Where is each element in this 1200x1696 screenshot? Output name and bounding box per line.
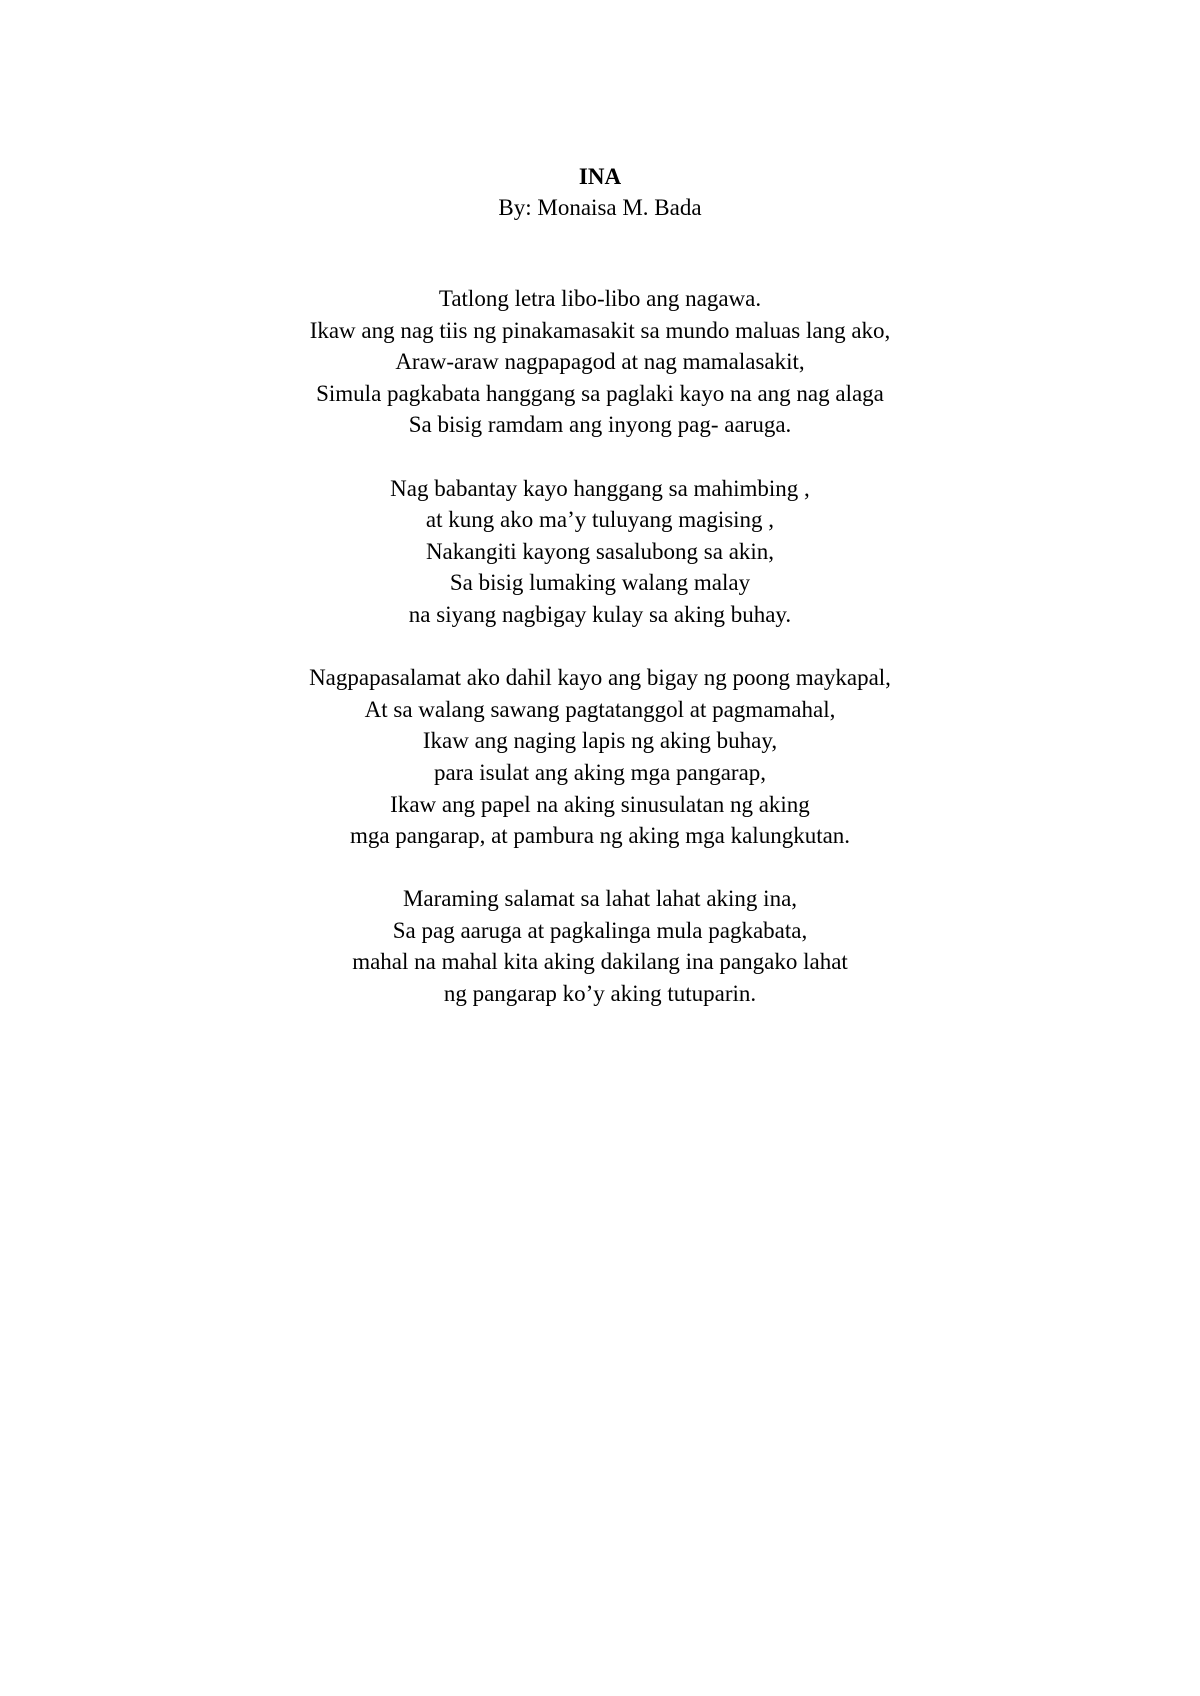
poem-byline: By: Monaisa M. Bada [498,195,702,220]
stanza-2 [0,473,1200,631]
stanza-line: para isulat ang aking mga pangarap, [433,759,767,785]
stanza-line: Ikaw ang naging lapis ng aking buhay, [422,728,778,754]
stanza-line: Araw-araw nagpapagod at nag mamalasakit, [395,349,805,375]
stanza-line: Tatlong letra libo-libo ang nagawa. [438,286,762,311]
stanza-line: ng pangarap ko’y aking tutuparin. [443,981,757,1007]
stanza-line: Simula pagkabata hanggang sa paglaki kayo na ang nag alaga [316,380,884,406]
poem [0,162,1200,1041]
stanza-1 [0,283,1200,441]
stanza-line: Nag babantay kayo hanggang sa mahimbing , [390,475,810,501]
stanza-line: Nagpapasalamat ako dahil kayo ang bigay ng poong maykapal, [309,665,891,691]
stanza-3 [0,662,1200,852]
poem-title: INA [578,164,622,189]
stanza-line: At sa walang sawang pagtatanggol at pagmamahal, [364,696,836,722]
stanza-line: Ikaw ang papel na aking sinusulatan ng aking [390,791,810,817]
stanza-line: Sa bisig lumaking walang malay [449,570,751,596]
stanza-line: Sa pag aaruga at pagkalinga mula pagkabata, [392,917,808,943]
stanza-line: at kung ako ma’y tuluyang magising , [425,507,775,533]
stanza-line: Ikaw ang nag tiis ng pinakamasakit sa mundo maluas lang ako, [309,317,891,343]
poem-body [0,283,1200,1010]
stanza-line: Maraming salamat sa lahat lahat aking ina, [402,886,798,912]
stanza-line: Nakangiti kayong sasalubong sa akin, [425,538,775,564]
stanza-line: mga pangarap, at pambura ng aking mga kalungkutan. [349,823,851,849]
stanza-line: mahal na mahal kita aking dakilang ina pangako lahat [352,949,848,975]
stanza-line: Sa bisig ramdam ang inyong pag- aaruga. [408,412,792,438]
stanza-line: na siyang nagbigay kulay sa aking buhay. [408,601,792,627]
stanza-4 [0,883,1200,1009]
